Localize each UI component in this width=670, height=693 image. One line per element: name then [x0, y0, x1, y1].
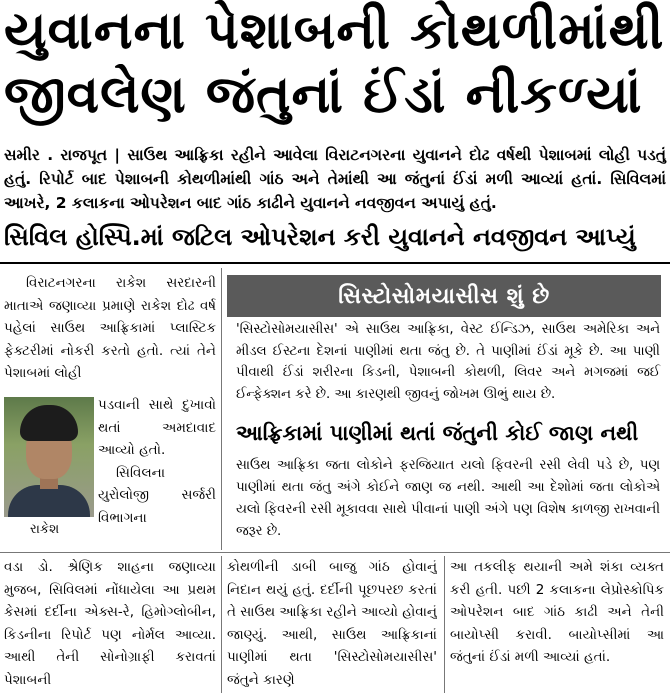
- beside-photo-text: પડવાની સાથે દુખાવો થતાં અમદાવાદ આવ્યો હતો.: [98, 397, 216, 458]
- photo-caption: રાકેશ: [30, 522, 60, 537]
- headline-line-2: જીવલેણ જંતુનાં ઈંડાં નીકળ્યાં: [4, 65, 643, 125]
- box-heading-2: આફ્રિકામાં પાણીમાં થતાં જંતુની કોઈ જાણ નથી: [236, 421, 639, 445]
- box-heading: સિસ્ટોસોમયાસીસ શું છે: [227, 275, 661, 317]
- photo-shirt: [8, 485, 90, 517]
- bottom-column-3: આ તકલીફ થયાની અમે શંકા વ્યક્ત કરી હતી. પછી 2 કલાકના લેપ્રોસ્કોપિક ઓપરેશન બાદ ગાંઠ કાઢી અને તેની બાયોપ્સી કરાવી. બાયોપ્સીમાં આ જંતુનાં ઈંડાં મળી આવ્યાં હતાં.: [450, 559, 664, 665]
- portrait-photo: [4, 397, 94, 517]
- photo-hair: [20, 405, 78, 441]
- bottom-divider: [0, 552, 670, 553]
- intro-paragraph: સમીર . રાજપૂત | સાઉથ આફ્રિકા રહીને આવેલા વિરાટનગરના યુવાનને દોઢ વર્ષથી પેશાબમાં લોહી પડતું હતું. રિપોર્ટ બાદ પેશાબની કોથળીમાંથી ગાંઠ અને તેમાંથી આ જંતુનાં ઈંડાં મળી આવ્યાં હતાં. સિવિલમાં આખરે, 2 કલાકના ઓપરેશન બાદ ગાંઠ કાઢીને યુવાનને નવજીવન અપાયું હતું.: [4, 146, 666, 212]
- article-column-1: [4, 272, 216, 385]
- headline-line-1: યુવાનના પેશાબની કોથળીમાંથી: [4, 1, 665, 61]
- bottom-column-2: કોથળીની ડાબી બાજુ ગાંઠ હોવાનું નિદાન થયું હતું. દર્દીની પૂછપરછ કરતાં તે સાઉથ આફ્રિકા રહીને આવ્યો હોવાનું જાણ્યું. આથી, સાઉથ આફ્રિકાનાં પાણીમાં થતા 'સિસ્ટોસોમયાસીસ' જંતુને કારણે: [227, 559, 437, 688]
- section-divider: [0, 262, 670, 264]
- article-column-1-beside-photo: [98, 394, 216, 529]
- column-1-paragraph: વિરાટનગરના રાકેશ સરદારની માતાએ જણાવ્યા પ્રમાણે રાકેશ દોઢ વર્ષ પહેલાં સાઉથ આફ્રિકામાં પ્લાસ્ટિક ફેક્ટરીમાં નોકરી કરતો હતો. ત્યાં તેને પેશાબમાં લોહી: [4, 275, 216, 381]
- bottom-column-separator-2: [444, 556, 445, 693]
- subheadline: સિવિલ હોસ્પિ.માં જટિલ ઓપરેશન કરી યુવાનને નવજીવન આપ્યું: [4, 223, 636, 251]
- column-separator: [221, 268, 222, 550]
- bottom-column-separator-1: [221, 556, 222, 693]
- box-text-2: સાઉથ આફ્રિકા જતા લોકોને ફરજિયાત યલો ફિવરની રસી લેવી પડે છે, પણ પાણીમાં થતા જંતુ અંગે કોઈને જાણ જ નથી. આથી આ દેશોમાં જતા લોકોએ યલો ફિવરની રસી મૂકાવવા સાથે પીવાનાં પાણી અંગે પણ વિશેષ કાળજી રાખવાની જરૂર છે.: [236, 458, 660, 539]
- column-1-paragraph-2: સિવિલના યુરોલોજી સર્જરી વિભાગના: [98, 464, 216, 526]
- bottom-column-1: વડા ડો. શ્રેણિક શાહના જણાવ્યા મુજબ, સિવિલમાં નોંધાયેલા આ પ્રથમ કેસમાં દર્દીના એક્સ-રે, હિમોગ્લોબીન, કિડનીના રિપોર્ટ પણ નોર્મલ આવ્યા. આથી તેની સોનોગ્રાફી કરાવતાં પેશાબની: [4, 559, 216, 688]
- box-text: 'સિસ્ટોસોમયાસીસ' એ સાઉથ આફ્રિકા, વેસ્ટ ઈન્ડિઝ, સાઉથ અમેરિકા અને મીડલ ઈસ્ટના દેશનાં પાણીમાં થતા જંતુ છે. તે પાણીમાં ઈંડાં મૂકે છે. આ પાણી પીવાથી ઈંડાં શરીરના કિડની, પેશાબની કોથળી, લિવર અને મગજમાં જઈ ઈન્ફેક્શન કરે છે. આ કારણથી જીવનું જોખમ ઊભું થાય છે.: [236, 322, 660, 402]
